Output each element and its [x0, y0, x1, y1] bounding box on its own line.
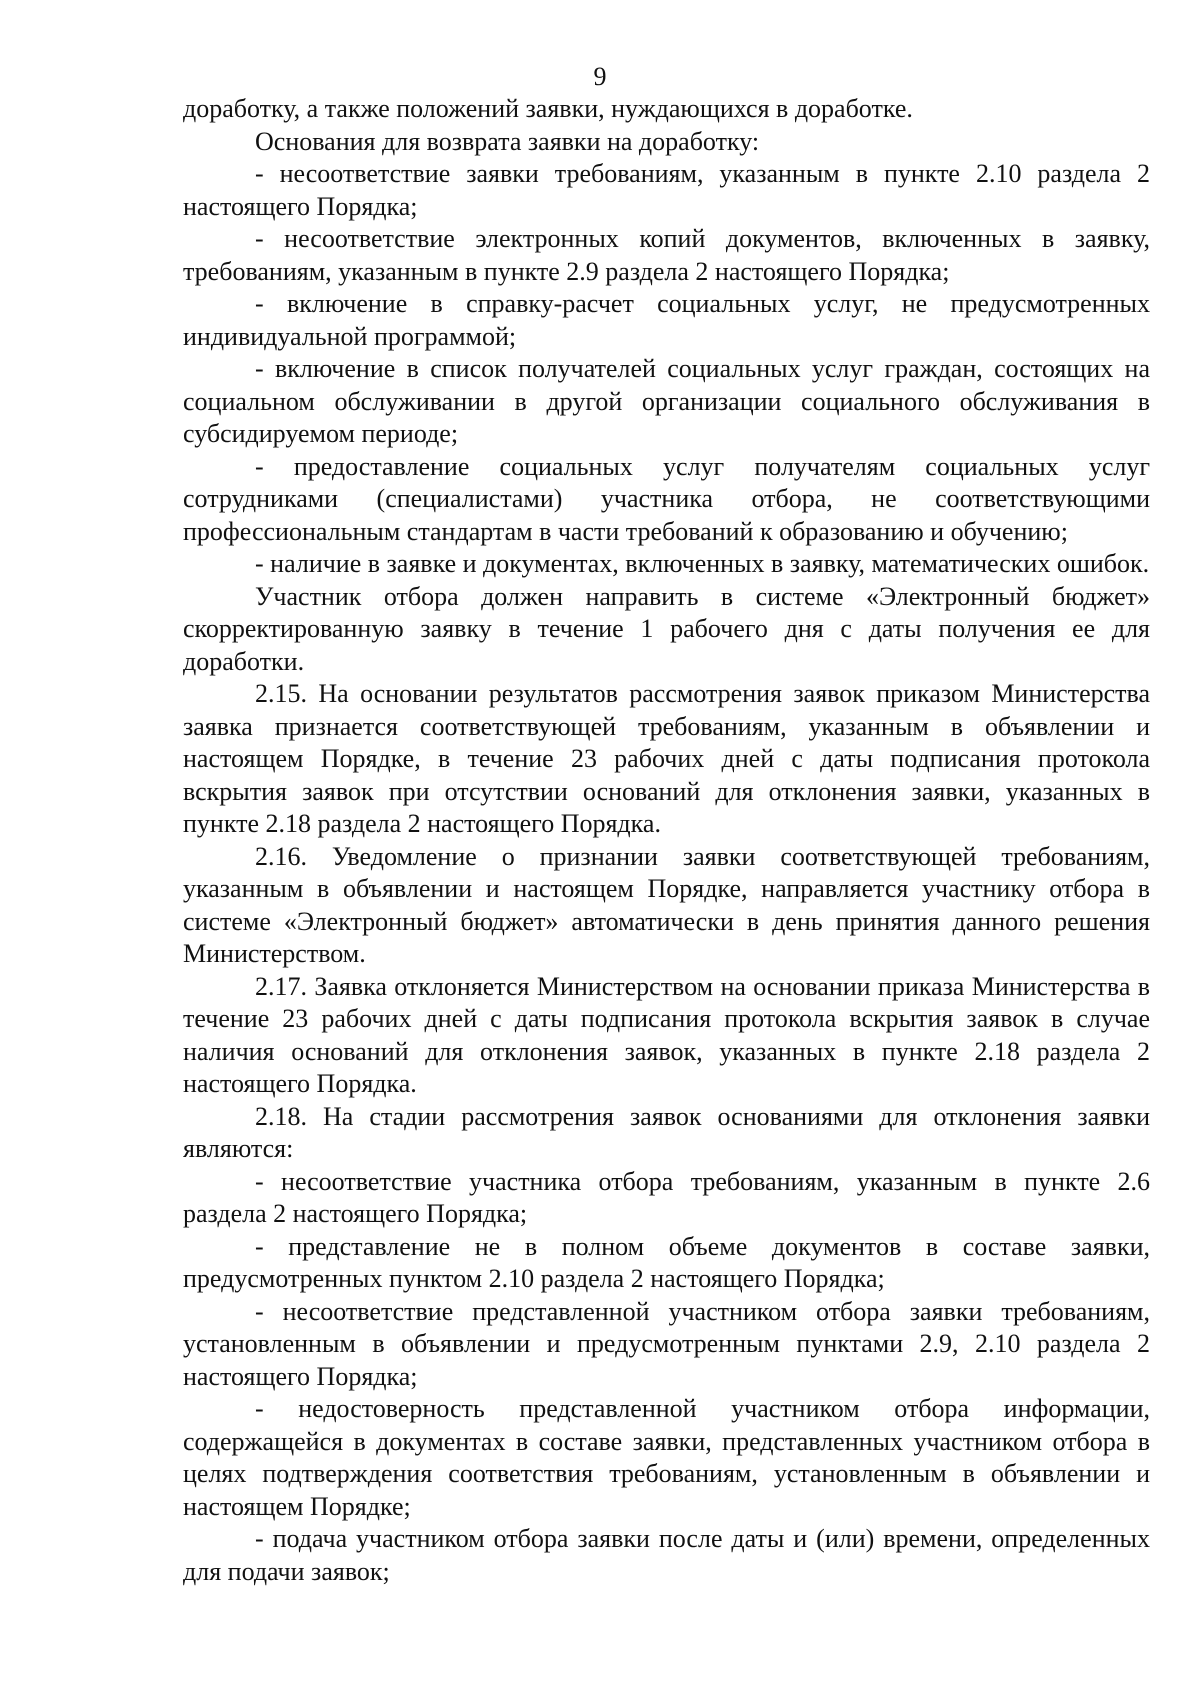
list-item: - включение в справку-расчет социальных услуг, не предусмотренных индивидуальной программой; — [183, 289, 1150, 351]
list-item: - наличие в заявке и документах, включенных в заявку, математических ошибок. — [255, 549, 1150, 578]
list-item: - подача участником отбора заявки после даты и (или) времени, определенных для подачи заявок; — [183, 1524, 1150, 1586]
document-body — [183, 93, 1150, 1588]
list-item: - несоответствие участника отбора требованиям, указанным в пункте 2.6 раздела 2 настоящего Порядка; — [183, 1166, 1150, 1228]
section-2-17: 2.17. Заявка отклоняется Министерством на основании приказа Министерства в течение 23 рабочих дней с даты подписания протокола вскрытия заявок в случае наличия оснований для отклонения заявок, указанных в пункте 2.18 раздела 2 настоящего Порядка. — [183, 971, 1150, 1098]
list-item: - несоответствие электронных копий документов, включенных в заявку, требованиям, указанным в пункте 2.9 раздела 2 настоящего Порядка; — [183, 224, 1150, 286]
paragraph: Основания для возврата заявки на доработку: — [255, 126, 760, 156]
list-item: - включение в список получателей социальных услуг граждан, состоящих на социальном обслуживании в другой организации социального обслуживания в субсидируемом периоде; — [183, 354, 1150, 448]
list-item: - предоставление социальных услуг получателям социальных услуг сотрудниками (специалистами) участника отбора, не соответствующими профессиональным стандартам в части требований к образованию и обучению; — [183, 451, 1150, 546]
section-2-18: 2.18. На стадии рассмотрения заявок основаниями для отклонения заявки являются: — [183, 1101, 1150, 1163]
list-item: - представление не в полном объеме документов в составе заявки, предусмотренных пунктом 2.10 раздела 2 настоящего Порядка; — [183, 1231, 1150, 1293]
section-2-16: 2.16. Уведомление о признании заявки соответствующей требованиям, указанным в объявлении и настоящем Порядке, направляется участнику отбора в системе «Электронный бюджет» автоматически в день принятия данного решения Министерством. — [183, 841, 1150, 968]
page-number: 9 — [593, 62, 607, 91]
paragraph: Участник отбора должен направить в системе «Электронный бюджет» скорректированную заявку в течение 1 рабочего дня с даты получения ее для доработки. — [183, 581, 1150, 676]
list-item: - недостоверность представленной участником отбора информации, содержащейся в документах в составе заявки, представленных участником отбора в целях подтверждения соответствия требованиям, установленным в объявлении и настоящем Порядке; — [183, 1394, 1150, 1521]
list-item: - несоответствие представленной участником отбора заявки требованиям, установленным в объявлении и предусмотренным пунктами 2.9, 2.10 раздела 2 настоящего Порядка; — [183, 1296, 1150, 1391]
paragraph: доработку, а также положений заявки, нуждающихся в доработке. — [183, 94, 913, 123]
section-2-15: 2.15. На основании результатов рассмотрения заявок приказом Министерства заявка признается соответствующей требованиям, указанным в объявлении и настоящем Порядке, в течение 23 рабочих дней с даты подписания протокола вскрытия заявок при отсутствии оснований для отклонения заявки, указанных в пункте 2.18 раздела 2 настоящего Порядка. — [183, 679, 1150, 838]
list-item: - несоответствие заявки требованиям, указанным в пункте 2.10 раздела 2 настоящего Порядка; — [183, 159, 1150, 221]
